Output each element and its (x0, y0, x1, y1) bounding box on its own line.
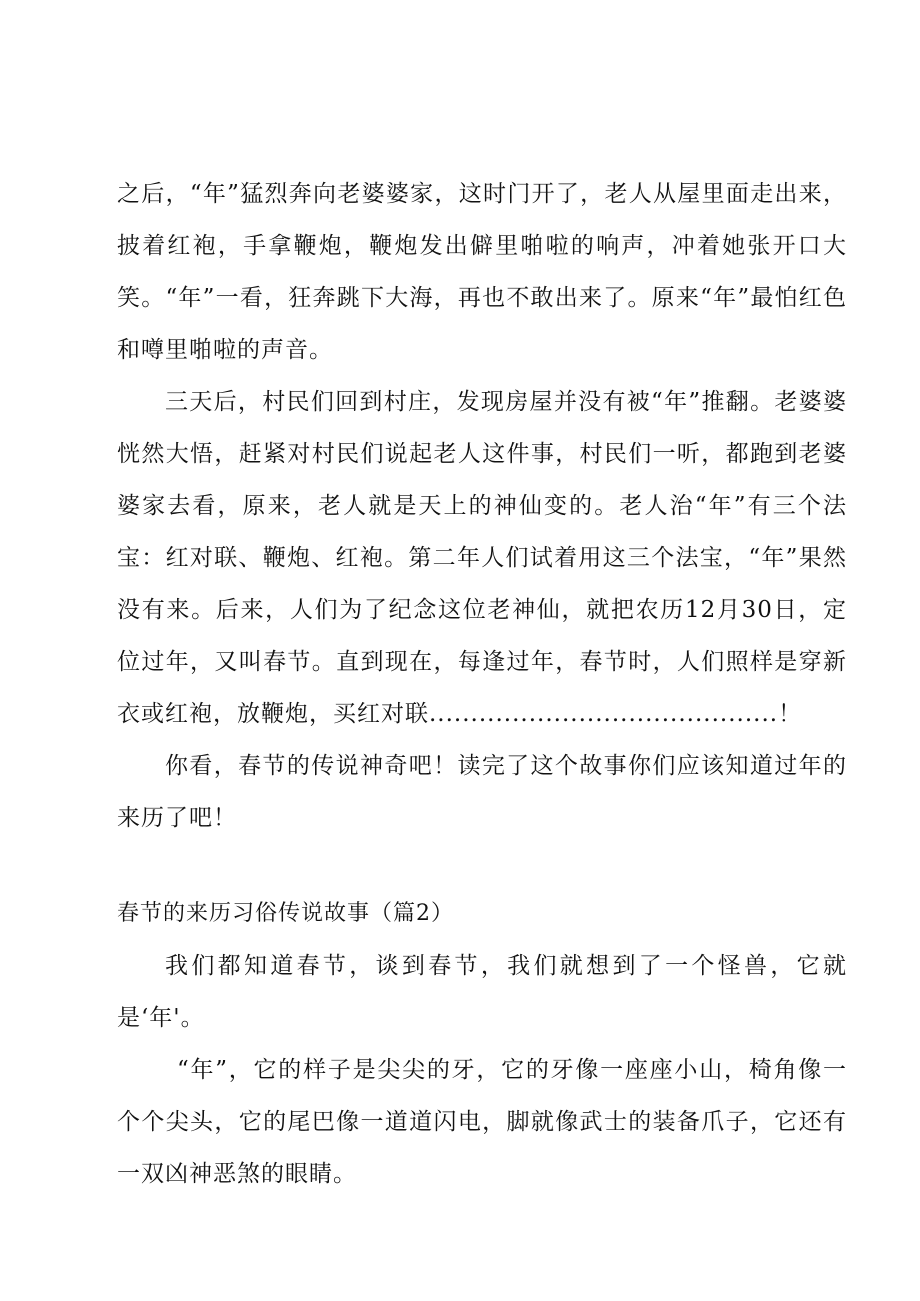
paragraph-villagers-return: 三天后，村民们回到村庄，发现房屋并没有被“年”推翻。老婆婆恍然大悟，赶紧对村民们说起老人这件事，村民们一听，都跑到老婆婆家去看，原来，老人就是天上的神仙变的。老人治“年”有三个法宝：红对联、鞭炮、红袍。第二年人们试着用这三个法宝，“年”果然没有来。后来，人们为了纪念这位老神仙，就把农历12月30日，定位过年，又叫春节。直到现在，每逢过年，春节时，人们照样是穿新衣或红袍，放鞭炮，买红对联..........................................！ (117, 389, 847, 727)
section-title: 春节的来历习俗传说故事（篇2） (117, 901, 454, 926)
paragraph-monster-intro: 我们都知道春节，谈到春节，我们就想到了一个怪兽，它就是‘年'。 (117, 953, 847, 1031)
paragraph-conclusion: 你看，春节的传说神奇吧！读完了这个故事你们应该知道过年的来历了吧！ (117, 753, 847, 831)
document-body (117, 168, 847, 1200)
paragraph-nian-flees: 之后，“年”猛烈奔向老婆婆家，这时门开了，老人从屋里面走出来，披着红袍，手拿鞭炮，鞭炮发出僻里啪啦的响声，冲着她张开口大笑。“年”一看，狂奔跳下大海，再也不敢出来了。原来“年”最怕红色和噂里啪啦的声音。 (117, 181, 847, 363)
paragraph-monster-description: “年”，它的样子是尖尖的牙，它的牙像一座座小山，椅角像一个个尖头，它的尾巴像一道道闪电，脚就像武士的装备爪子，它还有一双凶神恶煞的眼睛。 (117, 1057, 847, 1187)
